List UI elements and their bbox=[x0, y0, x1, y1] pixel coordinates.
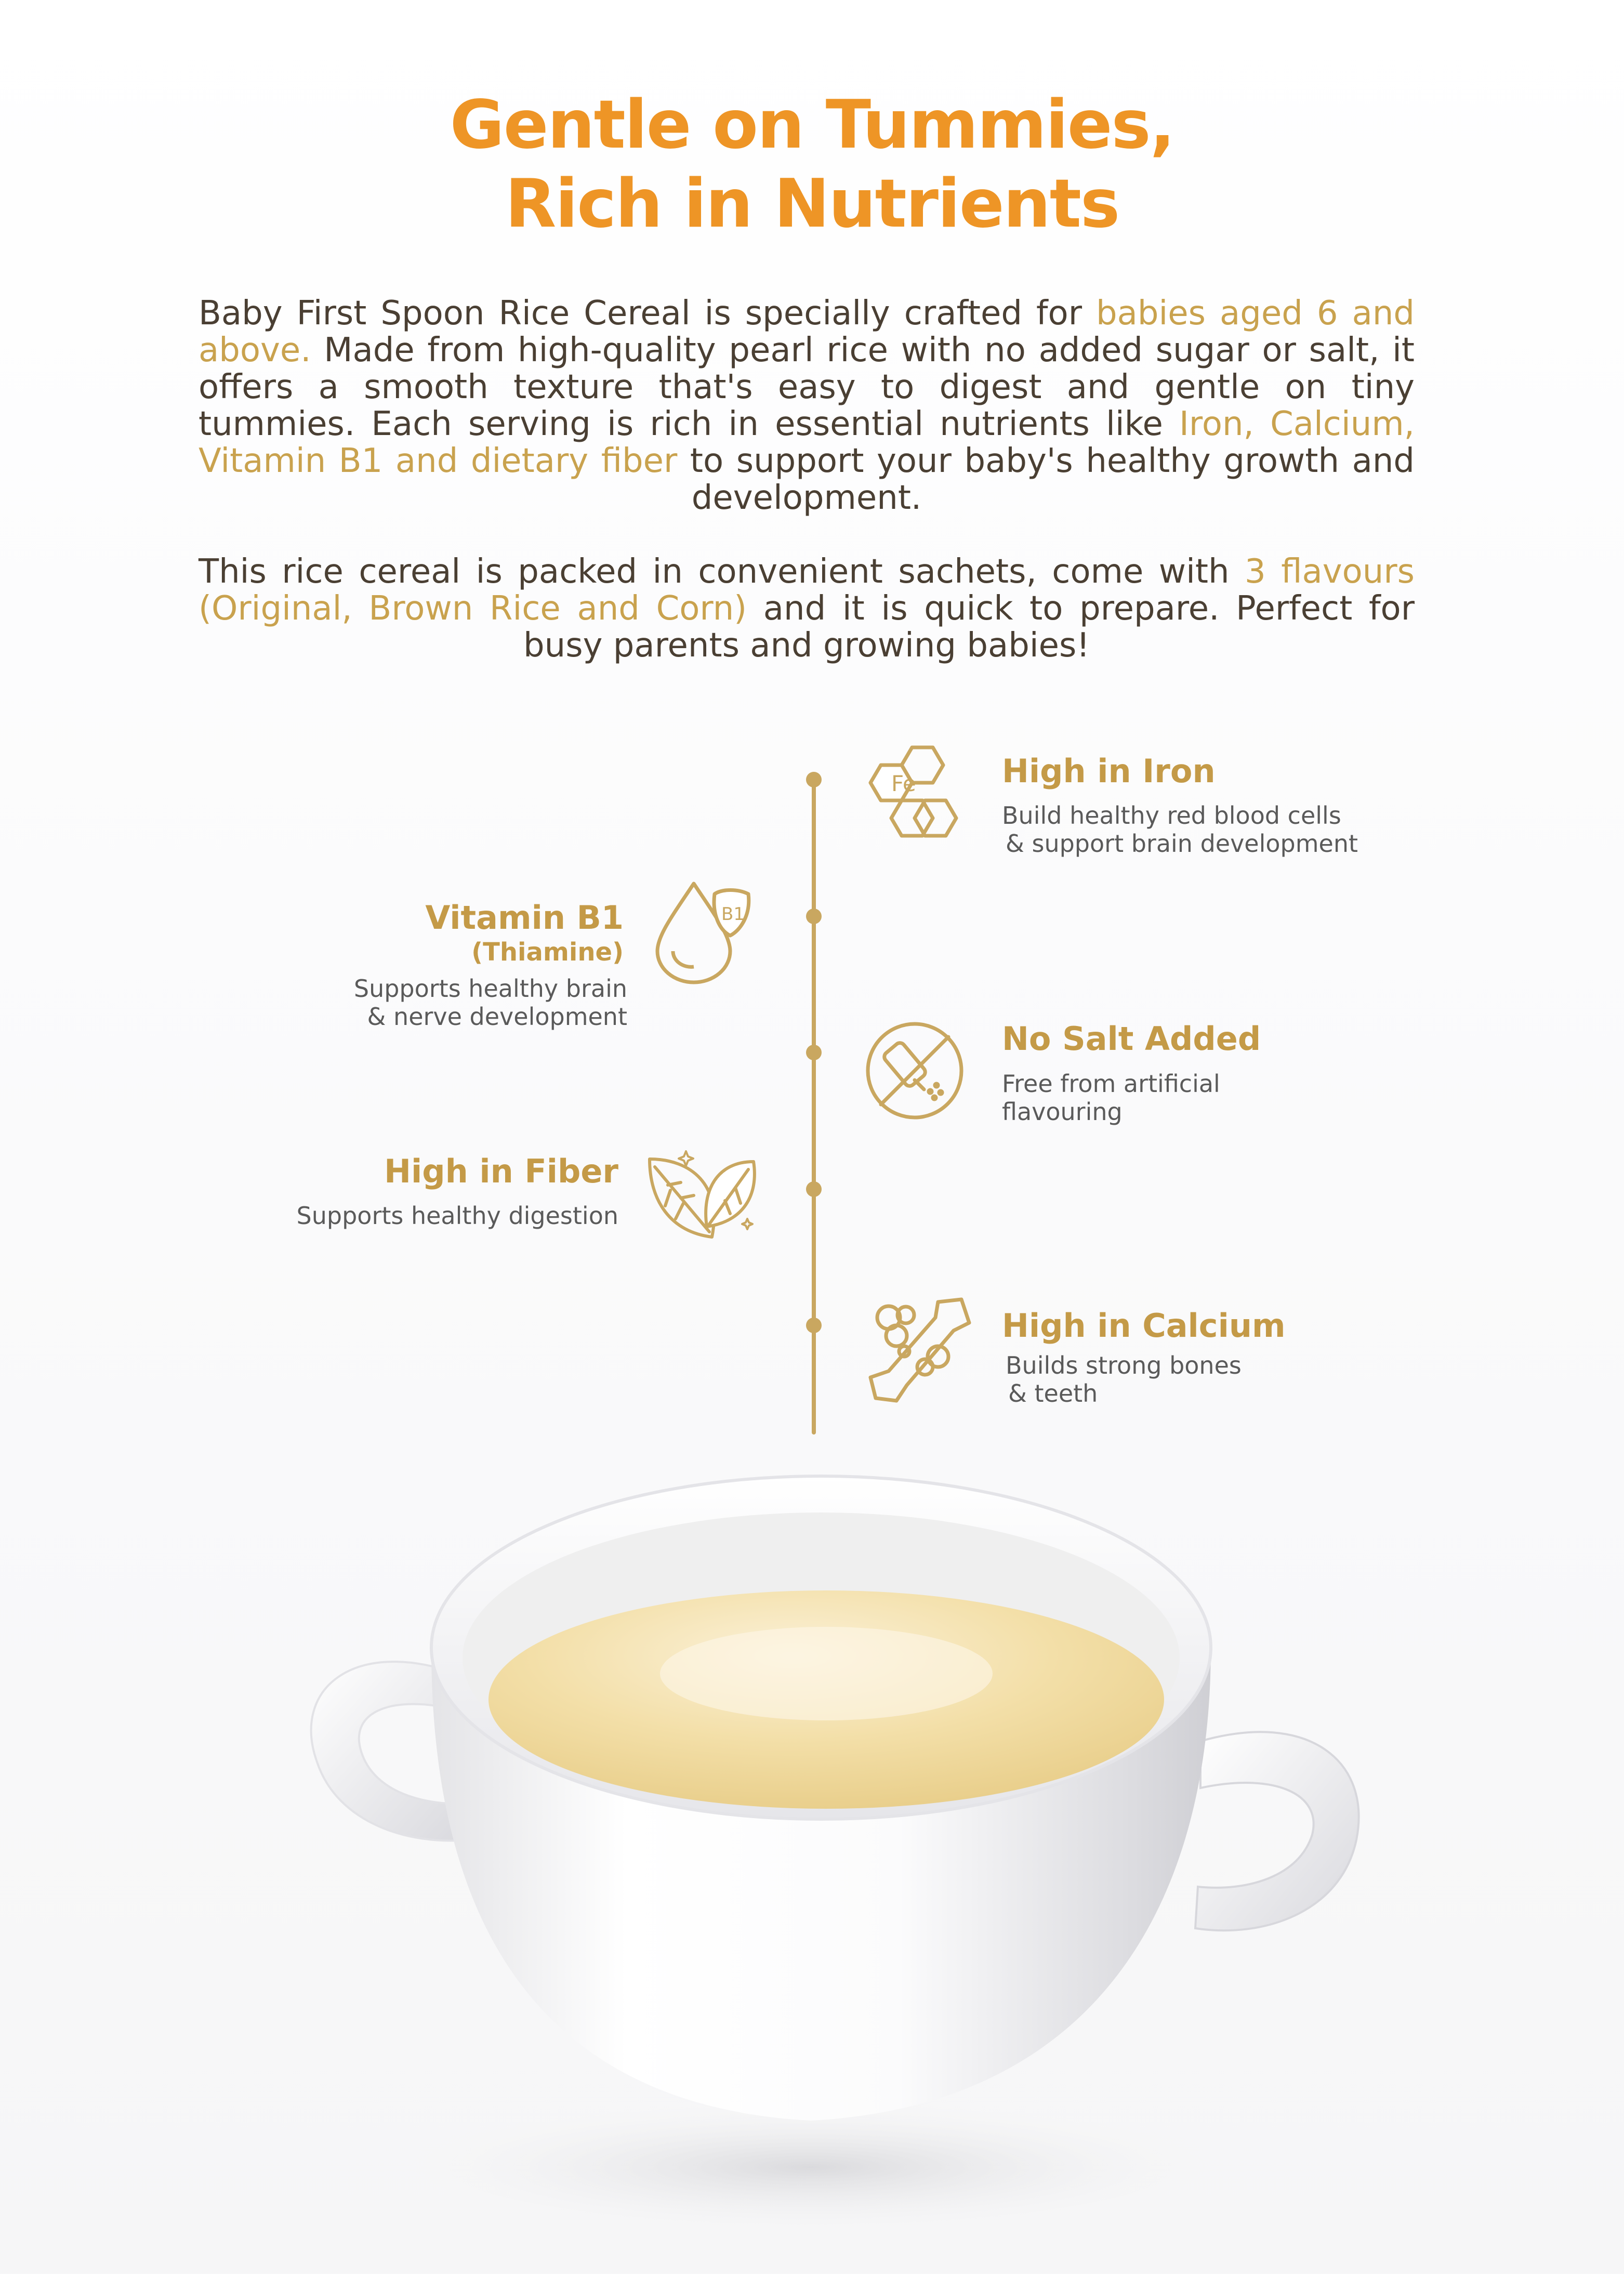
timeline-dot bbox=[806, 1045, 822, 1060]
calcium-title: High in Calcium bbox=[1002, 1307, 1286, 1345]
no-salt-icon bbox=[863, 1019, 967, 1123]
vitamin-desc-line-1: Supports healthy brain bbox=[353, 975, 627, 1003]
intro-text: and it is quick to prepare. Perfect for busy parents and growing babies! bbox=[523, 589, 1415, 665]
timeline-dot bbox=[806, 909, 822, 924]
calcium-desc-line-2: & teeth bbox=[1008, 1379, 1098, 1407]
title-line-2: Rich in Nutrients bbox=[505, 165, 1119, 243]
vitamin-desc-line-2: & nerve development bbox=[367, 1003, 627, 1031]
salt-desc-line-2: flavouring bbox=[1002, 1098, 1123, 1126]
intro-paragraph-1 bbox=[199, 295, 1415, 517]
intro-highlight-flavours: 3 flavours (Original, Brown Rice and Corn) bbox=[199, 552, 1415, 628]
timeline-line bbox=[812, 774, 816, 1435]
fiber-title: High in Fiber bbox=[384, 1152, 618, 1190]
intro-text: This rice cereal is packed in convenient sachets, come with bbox=[199, 552, 1245, 591]
vitamin-subtitle: (Thiamine) bbox=[471, 938, 624, 967]
intro-highlight-age: babies aged 6 and above. bbox=[199, 294, 1415, 370]
intro-highlight-nutrients: Iron, Calcium, Vitamin B1 and dietary fiber bbox=[199, 405, 1415, 480]
timeline-dot bbox=[806, 772, 822, 787]
timeline-dot bbox=[806, 1318, 822, 1333]
salt-desc-line-1: Free from artificial bbox=[1002, 1070, 1220, 1098]
hexagon-iron-icon bbox=[860, 743, 969, 852]
intro-text: Made from high-quality pearl rice with no added sugar or salt, it offers a smooth texture that's easy to digest and gentle on tiny tummies. Each serving is rich in essential nutrients like bbox=[199, 331, 1415, 443]
title-line-1: Gentle on Tummies, bbox=[450, 86, 1174, 164]
bone-icon bbox=[865, 1294, 977, 1406]
salt-title: No Salt Added bbox=[1002, 1020, 1261, 1058]
iron-desc-line-1: Build healthy red blood cells bbox=[1002, 801, 1341, 830]
intro-text: Baby First Spoon Rice Cereal is specially crafted for bbox=[199, 294, 1097, 333]
vitamin-title: Vitamin B1 bbox=[425, 899, 624, 937]
page-title bbox=[0, 86, 1624, 244]
fiber-desc-line-1: Supports healthy digestion bbox=[296, 1202, 618, 1230]
iron-desc-line-2: & support brain development bbox=[1006, 830, 1358, 858]
intro-text: to support your baby's healthy growth and development. bbox=[677, 442, 1415, 517]
timeline-dot bbox=[806, 1181, 822, 1197]
iron-icon-label: Fe bbox=[891, 771, 916, 796]
vitamin-drops-icon bbox=[652, 873, 756, 982]
leaves-icon bbox=[644, 1149, 764, 1242]
intro-paragraph-2 bbox=[199, 554, 1415, 664]
cereal-bowl-image bbox=[0, 1429, 1624, 2274]
vitamin-icon-label: B1 bbox=[721, 904, 745, 925]
calcium-desc-line-1: Builds strong bones bbox=[1006, 1351, 1242, 1379]
iron-title: High in Iron bbox=[1002, 752, 1216, 790]
